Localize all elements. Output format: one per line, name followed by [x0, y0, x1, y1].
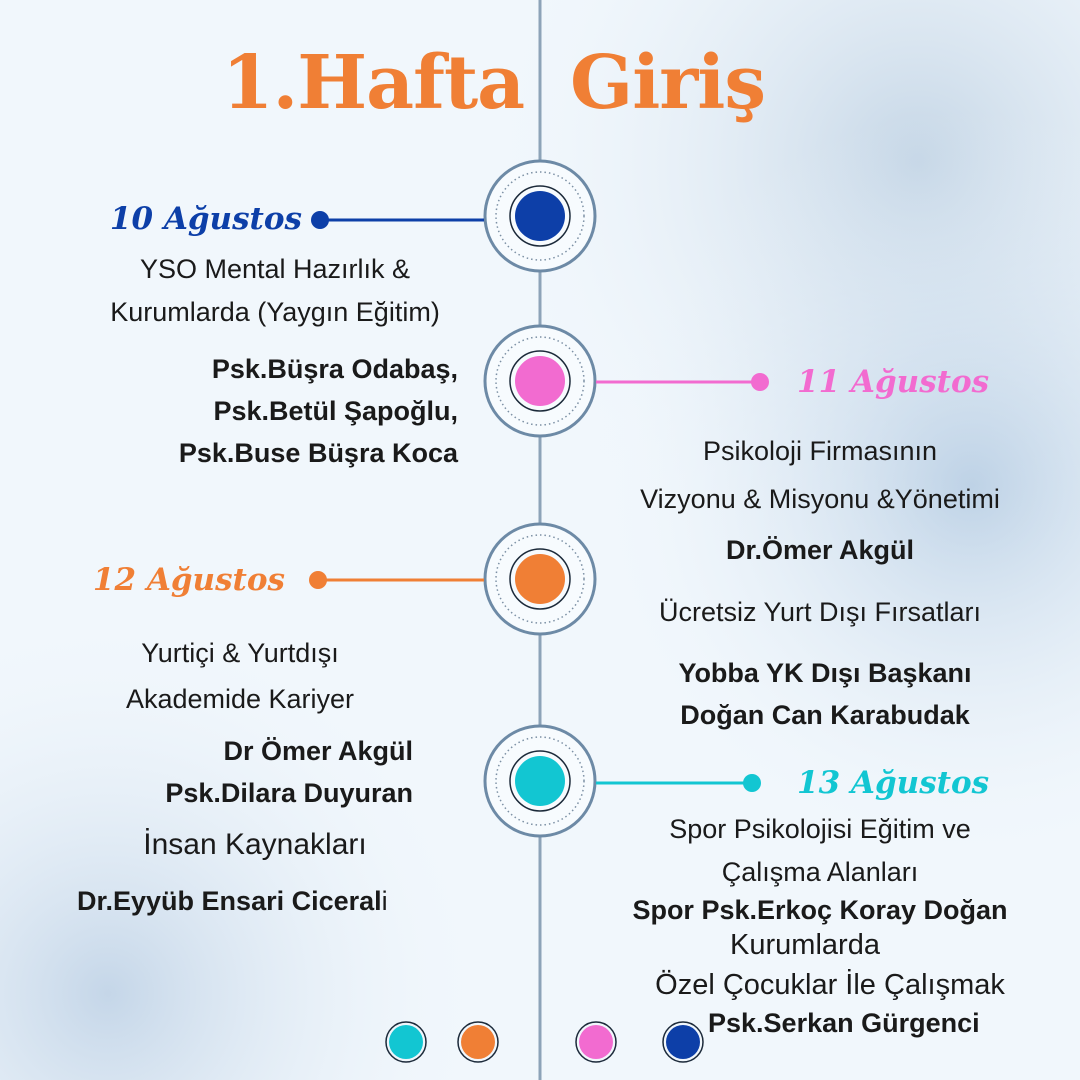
event-2-title: Psikoloji Firmasının Vizyonu & Misyonu &Yönetimi [640, 436, 1000, 514]
event-4-speaker: Spor Psk.Erkoç Koray Doğan [632, 895, 1008, 925]
date-12-agustos: 12 Ağustos [92, 562, 285, 598]
date-13-agustos: 13 Ağustos [797, 765, 990, 801]
week-title: 1.Hafta [222, 40, 525, 126]
event-1-speakers: Psk.Büşra Odabaş, Psk.Betül Şapoğlu, Psk.Buse Büşra Koca [178, 354, 458, 468]
date-11-agustos: 11 Ağustos [797, 364, 990, 400]
event-4-title-2: Kurumlarda Özel Çocuklar İle Çalışmak [655, 929, 1005, 1001]
event-3-speaker-2: Dr.Eyyüb Ensari Cicerali [77, 886, 388, 916]
date-10-agustos: 10 Ağustos [109, 201, 302, 237]
event-3-speakers: Dr Ömer Akgül Psk.Dilara Duyuran [165, 736, 413, 808]
event-3-title-2: İnsan Kaynakları [143, 828, 367, 861]
event-4-title: Spor Psikolojisi Eğitim ve Çalışma Alanları [669, 814, 971, 887]
topic-title: Giriş [570, 40, 766, 126]
event-1-title: YSO Mental Hazırlık & Kurumlarda (Yaygın Eğitim) [110, 254, 440, 327]
event-3-title: Yurtiçi & Yurtdışı Akademide Kariyer [125, 638, 355, 714]
event-4-speaker-2: Psk.Serkan Gürgenci [708, 1008, 980, 1038]
event-2-title-2: Ücretsiz Yurt Dışı Fırsatları [658, 597, 982, 627]
event-2-speakers-2: Yobba YK Dışı Başkanı Doğan Can Karabudak [678, 658, 972, 730]
event-2-speaker: Dr.Ömer Akgül [725, 535, 915, 565]
